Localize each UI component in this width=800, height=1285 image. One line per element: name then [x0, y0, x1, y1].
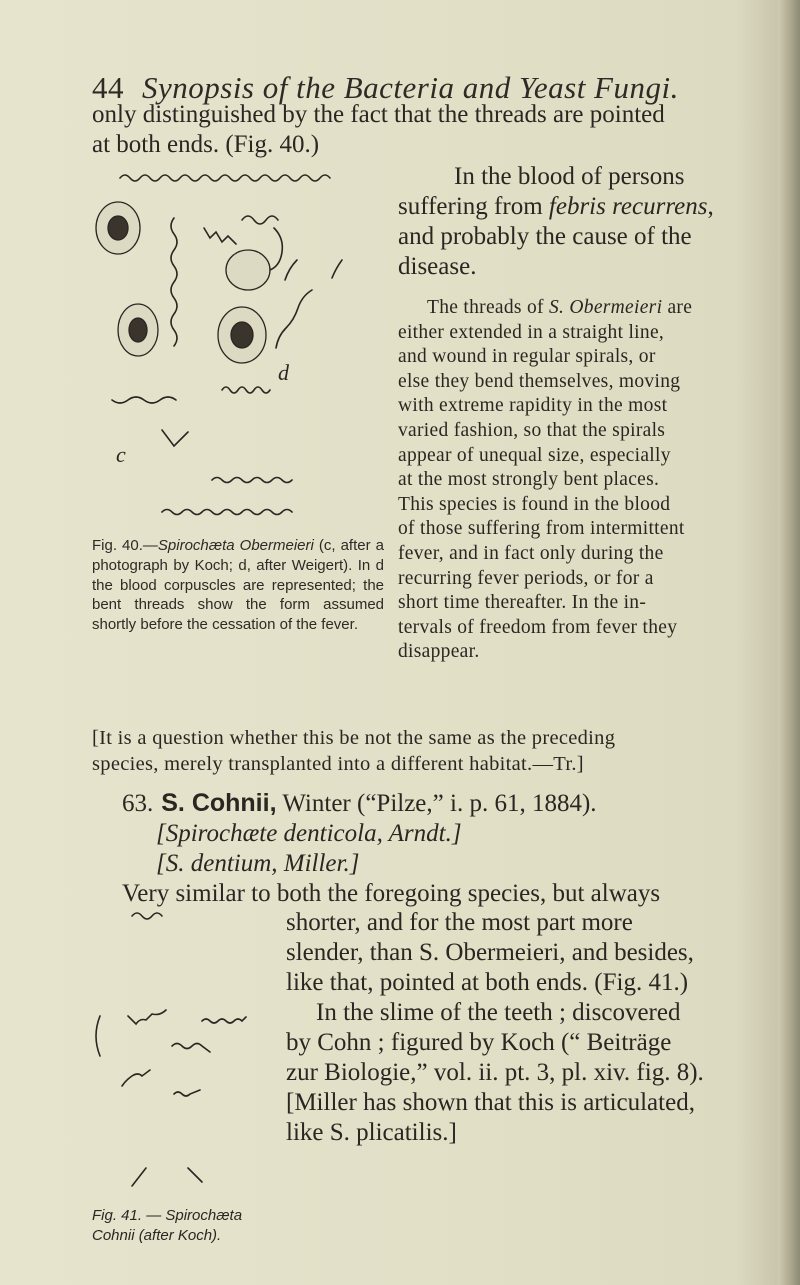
- short-spiral: [122, 1070, 150, 1086]
- short-spiral: [96, 1016, 100, 1056]
- page-edge: [778, 0, 800, 1285]
- bent-thread: [112, 397, 176, 403]
- short-spiral: [188, 1168, 202, 1182]
- spiral-thread-bottom: [162, 510, 292, 515]
- short-spiral: [132, 1168, 146, 1186]
- synonym-2: [S. dentium, Miller.]: [156, 850, 360, 877]
- figure-40-caption: Fig. 40.—Spirochæta Obermeieri (c, after a photograph by Koch; d, after Weigert). In d the blood corpuscles are represented; the bent threads show the form assumed shortly before the cessation of the fever.: [92, 537, 384, 634]
- figure-label-d: d: [278, 360, 289, 385]
- short-spiral: [128, 1010, 166, 1024]
- short-spiral: [174, 1090, 200, 1096]
- synonym-1: [Spirochæte denticola, Arndt.]: [156, 820, 462, 847]
- bent-thread: [204, 228, 236, 244]
- entry-63: 63. S. Cohnii, Winter (“Pilze,” i. p. 61, 1884). [Spirochæte denticola, Arndt.] [S. dentium, Miller.] Very similar to both the foregoing species, but always: [92, 788, 762, 909]
- curved-thread-left: [171, 218, 177, 346]
- bent-thread: [222, 387, 270, 393]
- species-name: S. Cohnii,: [161, 789, 277, 817]
- bent-thread: [270, 228, 282, 270]
- translator-note: [It is a question whether this be not the same as the preceding species, merely transplanted into a different habitat.—Tr.]: [92, 727, 616, 775]
- bent-thread: [285, 260, 297, 280]
- spiral-thread-top: [120, 175, 330, 181]
- short-spiral: [172, 1044, 210, 1053]
- bent-thread: [276, 290, 312, 348]
- figure-label-c: c: [116, 442, 126, 467]
- short-spiral: [202, 1017, 246, 1023]
- entry-number: 63.: [122, 790, 154, 817]
- short-spiral: [132, 913, 162, 919]
- desc-line-1: Very similar to both the foregoing species, but always: [122, 880, 661, 907]
- bent-thread: [332, 260, 342, 278]
- section-62-detail: The threads of S. Obermeieri are either extended in a straight line, and wound in regular spirals, or else they bend themselves, moving with extreme rapidity in the most varied fashion, so that the spirals appear of unequal size, especially at the most strongly bent places. This species is found in the blood of those suffering from intermittent fever, and in fact only during the recurring fever periods, or for a short time thereafter. In the in- tervals of freedom from fever they disappear.: [398, 297, 693, 663]
- entry-63-description: shorter, and for the most part more slender, than S. Obermeieri, and besides, like that, pointed at both ends. (Fig. 41.) In the slime of the teeth ; discovered by Cohn ; figured by Koch (“ Beiträge zur Biologie,” vol. ii. pt. 3, pl. xiv. fig. 8). [Miller has shown that this is articulated, like S. plicatilis.]: [286, 909, 704, 1146]
- bent-thread: [162, 430, 188, 446]
- running-title: Synopsis of the Bacteria and Yeast Fungi.: [142, 70, 679, 105]
- bent-thread: [242, 216, 278, 224]
- figure-41-illustration: [92, 906, 282, 1201]
- intro-line-1: only distinguished by the fact that the threads are pointed: [92, 101, 665, 128]
- figure-40-illustration: [92, 160, 392, 530]
- spiral-thread-bottom: [212, 478, 292, 483]
- page-number: 44: [92, 70, 124, 105]
- blood-corpuscle: [226, 250, 270, 290]
- intro-line-2: at both ends. (Fig. 40.): [92, 131, 320, 158]
- section-62-lead: In the blood of persons suffering from febris recurrens, and probably the cause of the disease.: [398, 163, 714, 280]
- figure-41-caption: Fig. 41. — Spirochæta Cohnii (after Koch).: [92, 1207, 243, 1244]
